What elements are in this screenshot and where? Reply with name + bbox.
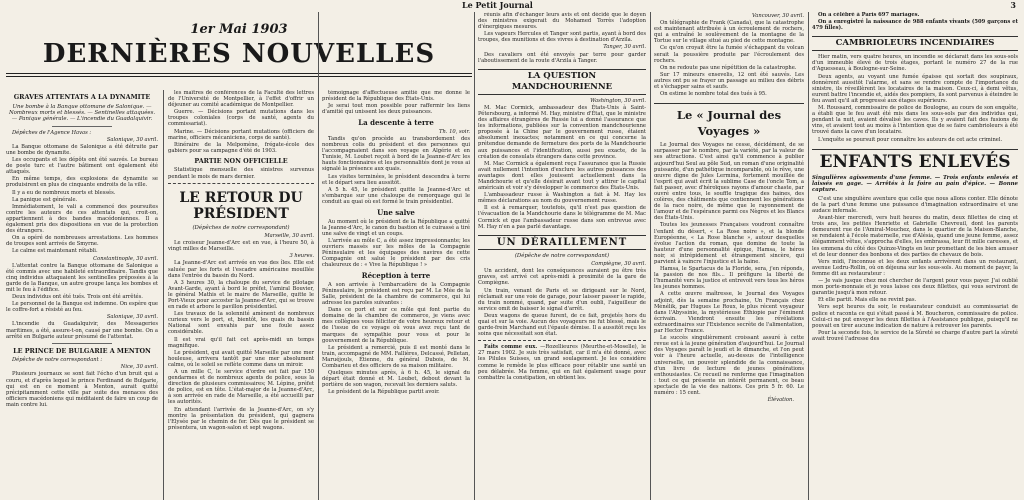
headline: CAMBRIOLEURS INCENDIAIRES — [812, 36, 1018, 51]
paragraph: L'attentat contre la Banque ottomane de Salonique a été commis avec une habileté extraordinaire. Tandis que cinq individus attaquaient les sentinelles préposées à la garde de la Banque, un autre groupe lança les bombes et mit le feu à l'édifice. — [6, 262, 158, 293]
page-number: 3 — [1010, 0, 1016, 10]
paragraph: A 5 h. 45, le président quitte la Jeanne-d'Arc et s'embarque sur une chaloupe de remorquage qui le conduit au quai où est formé le train présidentiel. — [322, 186, 470, 205]
paragraph: Avant-hier mercredi, vers huit heures du matin, deux fillettes de cinq et trois ans, les petites Henriette et Gabrielle Chevreuil, dont les parents demeurent rue de l'Amiral-Mouchez, dans le quartier de la Maison-Blanche, se rendaient à l'école maternelle, rue d'Alésia, quand une jeune femme, assez élégamment vêtue, s'approcha d'elles, les embrassa, leur fit mille caresses, et les emmena du côté des Quinze-Vingts en leur promettant de les bien amuser et de leur donner des bonbons et des parties de chevaux de bois. — [812, 215, 1018, 258]
paragraph: Immédiatement, le vali a commencé des poursuites contre les auteurs de ces attentats qui, croit-on, appartiennent à des bandes macédoniennes. Il a également pris des dispositions en vue de la protection des étrangers. — [6, 203, 158, 235]
headline: Réception à terre — [361, 271, 431, 281]
paragraph: Sur 17 mineurs ensevelis, 12 ont été sauvés. Les autres ont pu se frayer un passage au milieu des débris et s'échapper sains et saufs. — [654, 71, 804, 91]
column-rule — [808, 12, 809, 500]
paragraph: Un accident, dont les conséquences auraient pu être très graves, est arrivé cet après-midi à proximité de la gare de Compiègne. — [478, 268, 646, 287]
paragraph: les maîtres de conférences de la Faculté des lettres de l'Université de Montpellier, à l'effet d'offrir un déjeuner au comité académique de Montpellier. — [168, 90, 314, 109]
paragraph: Le président, qui avait quitté Marseille par une mer houleuse, arrivera tantôt par une mer absolument calme, où le soleil se reflète comme dans un miroir. — [168, 349, 314, 368]
paragraph: M. Roussard, commissaire de police de Boulogne, au cours de son enquête, a établi que le feu avait été mis dans les sous-sols par des individus qui, pendant la nuit, avaient dévalisé les caves. Ils y avaient fait des fusions de vins, et avaient tout au moins à l'intention que de se faire cambrioleurs à été trouvé dans la cave d'un locataire. — [812, 105, 1018, 136]
headline: LE RETOUR DU PRÉSIDENT — [179, 189, 303, 222]
banner-title: DERNIÈRES NOUVELLES — [42, 39, 436, 69]
headline: GRAVES ATTENTATS A LA DYNAMITE — [13, 93, 151, 101]
column-rule — [318, 12, 319, 500]
dateline: Th. 10, soir. — [439, 128, 470, 135]
headline: LE PRINCE DE BULGARIE A MENTON — [13, 346, 151, 355]
column-4 — [478, 12, 646, 500]
paragraph: En attendant l'arrivée de la Jeanne-d'Arc, on s'y montre la présentation du président, qui gagnera l'Elysée par le chemin de fer. Dès que le président se présentera, un wagon-salon et sept wagons. — [168, 406, 314, 431]
ad-text: —Rozellieures (Meurthe-et-Moselle), le 27 mars 1902. Je suis très satisfait, car il m'a été donné, avec les Pilules Suisses, un grand soulagement. Je les considère comme le remède le plus efficace pour rétablir une santé un peu délabrée. Ma femme, qui en fait également usage pour combattre la constipation, en obtient les. — [478, 344, 646, 381]
paragraph: La Banque ottomane de Salonique a été détruite par une bombe de dynamite. — [6, 143, 158, 156]
dateline: Tanger, 30 avril. — [603, 44, 646, 51]
paragraph: A cette œuvre maîtresse, le Journal des Voyages adjoint, dès la semaine prochaine, Un Français chez Ménélik, par Hugues Le Roux, le plus récent voyageur dans l'Abyssinie, la mystérieuse Éthiopie par l'éminent écrivain. Viendront ensuite les révélations extraordinaires sur l'Existence secrète de l'alimentation, par Hector France. — [654, 291, 804, 335]
headline: ENFANTS ENLEVÉS — [812, 149, 1018, 172]
paragraph: L'ambassadeur russe à Washington a fait à M. Hay les mêmes déclarations au nom du gouvernement russe. — [478, 192, 646, 205]
paragraph: Il y a eu de nombreux morts et blessés. — [12, 189, 116, 196]
paragraph: Hier matin, vers quatre heures, un incendie se déclarait dans les sous-sols d'un immeuble élevé de trois étages, portant le numéro 27 de la rue d'Aguesseau, à Boulogne-sur-Seine. — [812, 54, 1018, 73]
paragraph: On a enregistré la naissance de 988 enfants vivants (509 garçons et 479 filles). — [812, 19, 1018, 32]
paragraph: Deux wagons de queue furent, de ce fait, projetés hors du quai et sur la voie. Aucun des voyageurs ne fut blessé, mais le garde-frein Marchand eut l'épaule démise. Il a aussitôt reçu les soins que nécessitait son état. — [478, 312, 646, 338]
paragraph: Le croiseur Jeanne-d'Arc est en vue, à l'heure 50, à vingt milles de Marseille. — [168, 240, 314, 253]
dateline: Vancouver, 30 avril. — [752, 13, 804, 19]
paragraph: Ce qu'on croyait être la fumée s'échappant du volcan serait la poussière produite par l'écroulement des rochers. — [654, 45, 804, 64]
dateline: Washington, 30 avril. — [590, 97, 646, 104]
paragraph: On a célébré à Paris 697 mariages. — [818, 12, 920, 18]
paragraph: Tandis qu'on procède au transbordement des nombreux colis du président et des personnes qui l'accompagnaient dans son voyage en Algérie et en Tunisie, M. Loubet reçoit à bord de la Jeanne-d'Arc les hauts fonctionnaires et les personnalités dont je vous ai signalé la présence aux quais. — [322, 135, 470, 173]
dateline: Constantinople, 30 avril. — [93, 255, 158, 262]
paragraph: Les visites terminées, le président descendra à terre et le départ sera lieu aussitôt. — [322, 173, 470, 186]
paragraph: Le président de la République partit avoir. — [328, 389, 440, 396]
paragraph: Hamsa, le Spartacus de la Floride, sera, j'en réponds, la passion de nos fils... Il préfigure la liberté de l'humanité vers la justice et entrevoit vers tous les héros les jeunes hommes. — [654, 266, 804, 291]
paragraph: Le calme est maintenant rétabli. — [12, 248, 98, 255]
separator — [478, 340, 646, 341]
paragraph: Il est à remarquer, toutefois, qu'il n'est pas question de l'évacuation de la Mandchourie dans le télégramme de M. Mac Cormick et que l'ambassadeur russe dans son entrevue avec M. Hay n'en a pas parlé davantage. — [478, 205, 646, 230]
paragraph: La panique est générale. — [12, 196, 78, 203]
page-header — [0, 0, 1024, 10]
paragraph: Le personnel de la Banque est indemne. On espère que le coffre-fort a résisté au feu. — [6, 301, 158, 314]
paragraph: réunis afin d'échanger leurs avis et ont décidé que le doyen des ministres exigerait du Mohamed Torrès l'adoption d'énergiques mesures. — [478, 12, 646, 31]
paragraph: Statistique mensuelle des sinistres survenus pendant le mois de mars dernier. — [168, 167, 314, 180]
column-6 — [812, 12, 1018, 500]
paragraph: Deux agents, au voyant une fumée épaisse qui sortait des soupiraux, donnèrent aussitôt l'alarme, et sans se rendre compte de l'importance du sinistre, ils réveillèrent les locataires de la maison. Ceux-ci, à demi vêtus, eurent battre l'incendie et, aidés des pompiers, ils sont parvenus à éteindre le feu avant qu'il ait progressé aux étages supérieurs. — [812, 73, 1018, 104]
paragraph: M. Mac Cormick a également reçu l'assurance que la Russie avait nullement l'intention d'exclure les autres puissances des avantages dont elles jouissent actuellement dans la Mandchourie et qu'elle désirait avant tout y attirer le capital américain et voir s'y développer le commerce des États-Unis. — [478, 160, 646, 192]
paragraph: Plusieurs journaux se sont fait l'écho d'un bruit qui a couru, et d'après lequel le prince Ferdinand de Bulgarie, qui est en ce moment à Menton, aurait quitté précipitamment cette ville par suite des menaces des officiers macédoniens qui méditaient de faire un coup de main contre lui. — [6, 371, 158, 408]
signature: Élévation. — [767, 397, 794, 404]
paragraph: Pour la seconde fois, le service de la Sûreté se charge d'autre part la sûreté avait trouvé l'adresse des — [812, 329, 1018, 342]
paragraph: Itinéraire de la Melpomène, frégate-école des gabiers pour sa campagne d'été de 1903. — [168, 141, 314, 154]
paragraph: Je serai tout mon possible pour raffermir les liens d'amitié qui unissent les deux puissances. — [322, 103, 470, 116]
paragraph: Les travaux de la solennité amènent de nombreux curieux vers le port, et, bientôt, les quais du bassin National sont envahis par une foule assez considérable. — [168, 311, 314, 336]
banner-date: 1er Mai 1903 — [190, 22, 288, 37]
headline: UN DÉRAILLEMENT — [478, 235, 646, 250]
column-rule — [474, 12, 475, 500]
paragraph: A 3 heures 30, la chaloupe du service de pilotage Avant-Garde, ayant à bord le préfet, l'amiral Bouvier, le général Mathis et le maire de Marseille, quitte le Port-Vieux pour accoster la Jeanne-d'Arc, qui se trouve en rade et arbore le pavillon présidentiel. — [168, 279, 314, 311]
separator — [52, 343, 113, 344]
paragraph: A un mille C, le service d'ordre est fait par 150 gendarmes et de nombreux agents de police, sous la direction de plusieurs commissaires; M. Lépine, préfet de police, est en tête. L'état-major de la Jeanne-d'Arc, à son arrivée en rade de Marseille, a été accueilli par les autorités. — [168, 369, 314, 406]
paragraph: Le président a remercié, puis il est monté dans le train, accompagné de MM. Fallières, Delcassé, Pelletan, Maruéjouls, Étienne, du général Dubois, de M. Combarieu et des officiers de sa maison militaire. — [322, 344, 470, 369]
column-3 — [322, 90, 470, 500]
paragraph: L'enquête se poursuit pour connaître les auteurs de cet acte criminel. — [818, 136, 1003, 143]
dateline: Salonique, 30 avril. — [106, 314, 158, 321]
paragraph: Toutes les jeunesses Françaises voudront connaître l'enfant du désert, « La Rose noire », et la blonde Européenne, « La Rose blanche », autour desquelles évolue l'action du roman, que domine de toute la hauteur d'une personnalité épique, Hamsa, le héros noir, si intrépidement et étrangement sincère, qui parvient à vaincre l'injustice et la haine. — [654, 222, 804, 265]
headline-sub: Une bombe à la Banque ottomane de Salonique. — Nombreux morts et blessés. — Sentinelles attaquées. — Panique générale. — L'incendie du Guadalquivir. — [8, 103, 156, 123]
banner-rule — [6, 73, 472, 77]
paragraph: C'est une singulière aventure que celle que nous allons conter. Elle dénote de la part d'une femme une puissance d'imagination extraordinaire et une audace infernale. — [812, 195, 1018, 214]
paragraph: On estime le nombre total des tués à 95. — [660, 91, 767, 98]
column-2 — [168, 90, 314, 500]
paragraph: On a opéré de nombreuses arrestations. Les hommes de troupes sont arrivés de Smyrne. — [6, 235, 158, 248]
column-rule — [163, 90, 164, 500]
paragraph: On télégraphie de Frank (Canada), que la catastrophe est maintenant attribuée à un écroulement de rochers, qui a entraîné le soulèvement de la montagne de la Tortue sur le village situé au pied de cette montagne. — [654, 20, 804, 45]
paragraph: Le Journal des Voyages ne cesse, décidément, de se surpasser par le nombre, par la variété, par la valeur de ses attractions. C'est ainsi qu'il commence à publier aujourd'hui Seul au pôle Sud, un roman d'une originalité puissante, d'un pathétique incomparable, où le rêve, une œuvre digne de Jules Lermina, fortement mouillée de l'esprit qui avait écrit la sublime Case de l'oncle Tom, a fait passer, avec d'héroïques rayons d'amour chaste, par ouvré entre tous, le souffle tragique des haines, des colères, des châtiments que contiennent les générations de la race noire, de même que le rayonnement de l'amour et de l'espérance parmi ces Nègres et les Blancs des États-Unis. — [654, 142, 804, 222]
headline: LA QUESTION MANDCHOURIENNE — [478, 69, 646, 95]
paragraph: Au moment où le président de la République a quitté la Jeanne-d'Arc, le canon du bastion et le cuirassé a tiré une salve de vingt et un coups. — [322, 218, 470, 237]
ad-heading: Faits comme eux. — [484, 344, 538, 351]
paragraph: En même temps, des explosions de dynamite se produisirent en plus de cinquante endroits de la ville. — [6, 176, 158, 189]
paragraph: Des cavaliers ont été envoyés par terre pour garder l'aboutissement de la route d'Arzila à Tanger. — [478, 51, 646, 64]
paragraph: On ne redoute pas une répétition de la catastrophe. — [660, 64, 797, 71]
column-rule — [650, 12, 651, 500]
headline: Le « Journal des Voyages » — [654, 103, 804, 139]
paragraph: Un train, venant de Paris et se dirigeant sur le Nord, réclamait sur une voie de garage, pour laisser passer le rapide, du train nommé, quand, par suite d'un oubli, l'aiguilleur de service omit de baisser le signal d'arrêt. — [478, 287, 646, 312]
paragraph: L'incendie du Guadalquivir, des Messageries maritimes, a été, assure-t-on, causé par une bombe. On a arrêté en Bulgarie auteur présumé de l'attentat. — [6, 321, 158, 340]
headline-sub: (Dépêches de notre correspondant) — [192, 224, 290, 231]
paragraph: Marine. — Décisions portant mutations (officiers de marine, officiers mécaniciens, corps de santé). — [168, 128, 314, 141]
column-5 — [654, 12, 804, 500]
dateline: Nice, 30 avril. — [120, 364, 158, 371]
paragraph: Les vapeurs Hercules et Tanger sont partis, ayant à bord des troupes, des munitions et des vivres à destination d'Arzila. — [478, 31, 646, 44]
paragraph: Guerre. — Décisions portant mutations dans les troupes coloniales (corps de santé, agents du commissariat). — [168, 109, 314, 128]
headline-sub: (Dépêche de notre correspondant) — [514, 252, 610, 259]
paragraph: Il est vrai qu'il fait cet après-midi un temps magnifique. — [168, 336, 314, 349]
headline: PARTIE NON OFFICIELLE — [194, 156, 288, 165]
paragraph: témoignage d'affectueuse amitié que me donne le président de la République des États-Unis. — [322, 90, 470, 103]
column-1 — [6, 90, 158, 500]
paragraph: Vers midi, l'inconnue et les deux enfants arrivèrent dans un restaurant, avenue Ledru-Rollin, où on déjeuna sur les sous-sols. Au moment de payer, la femme dit au restaurateur : — [812, 258, 1018, 277]
paragraph — [478, 344, 646, 381]
headline-sub: Singulières agissements d'une femme. — Trois enfants enlevés et laissés en gage. — Arrêtés à la foire au pain d'épice. — Bonne capture. — [812, 174, 1018, 194]
dateline: Compiègne, 30 avril. — [591, 261, 646, 268]
headline: Une salve — [377, 208, 415, 217]
paragraph: — Je vais jusque chez moi chercher de l'argent pour vous payer. J'ai oublié mon porte-monnaie et je vous laisse ces deux fillettes, qui vous serviront de garantie jusqu'à mon retour. — [812, 278, 1018, 297]
separator — [168, 183, 314, 184]
paragraph: A son arrivée à l'embarcadère de la Compagnie Péninsulaire, le président est reçu par M. Le Mée de la Salle, président de la chambre de commerce, qui lui adresse les paroles suivantes : — [322, 281, 470, 307]
paragraph: Dans ce port et sur ce môle qui font partie du domaine de la chambre de commerce, je viens avec mes collègues vous féliciter de votre heureux retour et de l'issue de ce voyage où vous avez reçu tant de marques de sympathie pour vous et pour le gouvernement de la République. — [322, 307, 470, 344]
dateline: Salonique, 30 avril. — [106, 136, 158, 143]
publication-name: Le Petit Journal — [462, 0, 533, 10]
paragraph: L'arrivée au môle C, a été assez impressionnante; les ouvriers massés sur les môles de la Compagnie Péninsulaire et les équipages des navires de cette Compagnie ont salué le président par des cris chaleureux de : « Vive la République ! » — [322, 237, 470, 269]
source-line: Dépêches de l'Agence Havas : — [12, 129, 92, 136]
paragraph: Deux individus ont été tués. Trois ont été arrêtés. — [12, 294, 143, 301]
separator — [52, 126, 113, 127]
paragraph: Les occupants et les dépôts ont été sauvés. Le bureau de poste turc et l'autre bâtiment ont également été attaqués. — [6, 157, 158, 176]
banner — [6, 12, 472, 83]
headline: La descente à terre — [358, 118, 434, 128]
paragraph: Et elle partit. Mais elle ne revint pas. — [818, 297, 917, 304]
paragraph: Le succès singulièrement croissant assuré à cette revue est à la jeune génération d'aujourd'hui. Le Journal des Voyages paraît le jeudi et le dimanche, et l'on peut voir à l'heure actuelle, au-dessus de l'intelligence universelle, un pouvoir splendide de la connaissance, d'un livre de lecture de jeunes générations enthousiastes. Ce recueil ne renferme que l'imagination : tout ce qui présente un intérêt permanent, ce beau spectacle de la vie des nations. Ces prix 5 fr. 60. Le numéro : 15 cent. — [654, 335, 804, 396]
paragraph: Quelques minutes après, à 6 h. 45, le signal du départ était donné et M. Loubet, debout devant la portière de son wagon, recevait les derniers saluts. — [322, 370, 470, 389]
dateline: Marseille, 30 avril. — [264, 233, 314, 240]
paragraph: M. Mac Cormick, ambassadeur des États-Unis à Saint-Pétersbourg, a informé M. Hay, ministre d'État, que le ministre des affaires étrangères de Russie lui a donné l'assurance que les informations, publiées sur la convention mandchourienne proposée à la Chine par le gouvernement russe, étaient absolument inexactes; notamment en ce qui concerne la prétendue demande de fermeture des ports de la Mandchourie aux puissances et l'identification, aussi peu exacte, de la création de consulats étrangers dans cette province. — [478, 104, 646, 160]
dateline: 3 heures. — [289, 253, 314, 260]
paragraph: Vers sept heures du soir, le restaurateur conduisit au commissariat de police et raconta ce qui s'était passé à M. Boucheron, commissaire de police. Celui-ci ne put envoyer les deux fillettes à l'Assistance publique, puisqu'il ne pouvait en tirer aucune indication de nature à retrouver les parents. — [812, 304, 1018, 329]
paragraph: La Jeanne-d'Arc est arrivée en vue des îles. Elle est saluée par les forts et l'escadre américaine mouillée dans l'entrée du bassin du Nord. — [168, 260, 314, 279]
source-line: Dépêche de notre correspondant : — [12, 357, 103, 364]
